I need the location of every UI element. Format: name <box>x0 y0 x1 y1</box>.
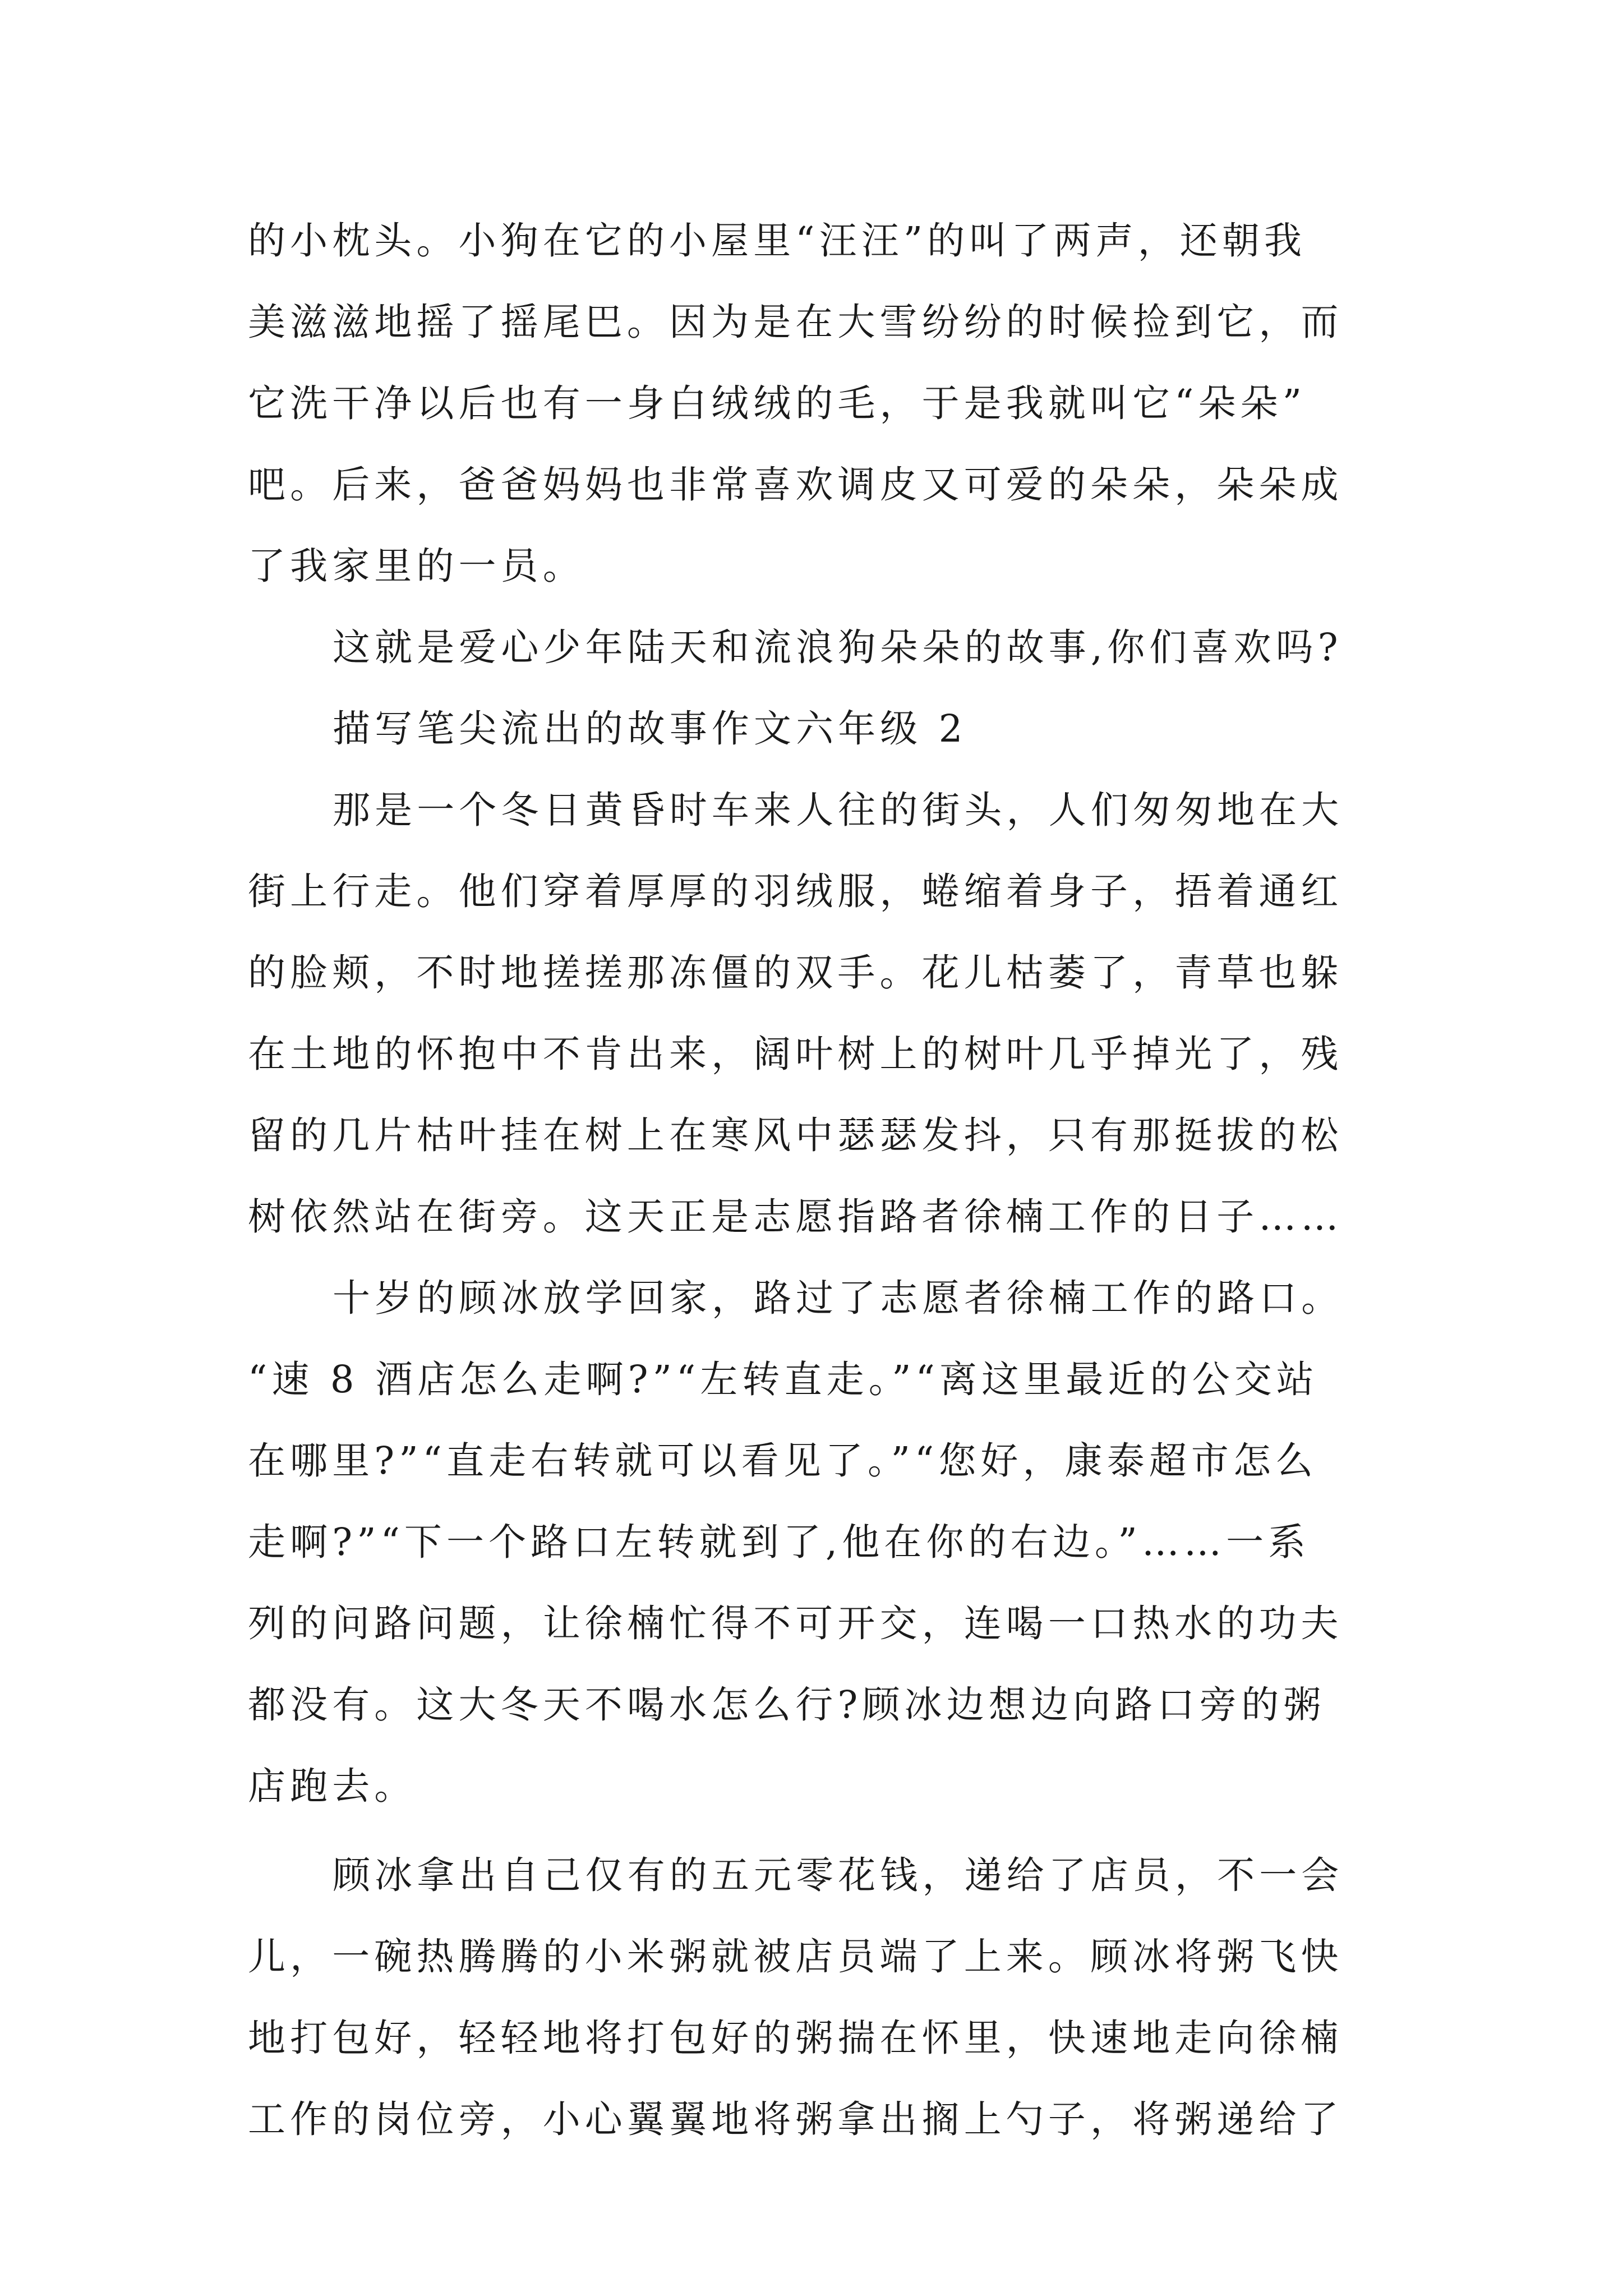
text-line: 的小枕头。小狗在它的小屋里“汪汪”的叫了两声，还朝我 <box>248 219 1307 263</box>
text-line: 走啊?”“下一个路口左转就到了,他在你的右边。”……一系 <box>248 1520 1311 1564</box>
text-line: 都没有。这大冬天不喝水怎么行?顾冰边想边向路口旁的粥 <box>248 1683 1326 1727</box>
text-line: 十岁的顾冰放学回家，路过了志愿者徐楠工作的路口。 <box>333 1276 1344 1320</box>
text-line: 工作的岗位旁，小心翼翼地将粥拿出搁上勺子，将粥递给了 <box>248 2097 1343 2141</box>
paragraph-4 <box>248 1258 1375 1827</box>
text-line: 它洗干净以后也有一身白绒绒的毛，于是我就叫它“朵朵” <box>248 381 1307 425</box>
text-line: 店跑去。 <box>248 1764 417 1808</box>
paragraph-2 <box>248 607 1375 688</box>
paragraph-1 <box>248 200 1375 607</box>
article-body <box>248 200 1375 2160</box>
text-line: “速 8 酒店怎么走啊?”“左转直走。”“离这里最近的公交站 <box>248 1358 1318 1401</box>
section-title: 描写笔尖流出的故事作文六年级 2 <box>333 707 967 751</box>
text-line: 美滋滋地摇了摇尾巴。因为是在大雪纷纷的时候捡到它，而 <box>248 300 1343 344</box>
text-line: 在土地的怀抱中不肯出来，阔叶树上的树叶几乎掉光了，残 <box>248 1032 1343 1076</box>
text-line: 吧。后来，爸爸妈妈也非常喜欢调皮又可爱的朵朵，朵朵成 <box>248 463 1343 507</box>
text-line: 留的几片枯叶挂在树上在寒风中瑟瑟发抖，只有那挺拔的松 <box>248 1114 1343 1157</box>
text-line: 树依然站在街旁。这天正是志愿指路者徐楠工作的日子…… <box>248 1195 1343 1239</box>
text-line: 了我家里的一员。 <box>248 544 585 588</box>
text-line: 在哪里?”“直走右转就可以看见了。”“您好，康泰超市怎么 <box>248 1439 1318 1483</box>
text-line: 那是一个冬日黄昏时车来人往的街头，人们匆匆地在大 <box>333 788 1344 832</box>
text-line: 顾冰拿出自己仅有的五元零花钱，递给了店员，不一会 <box>333 1853 1344 1897</box>
paragraph-5 <box>248 1835 1375 2160</box>
text-line: 儿，一碗热腾腾的小米粥就被店员端了上来。顾冰将粥飞快 <box>248 1935 1343 1978</box>
text-line: 这就是爱心少年陆天和流浪狗朵朵的故事,你们喜欢吗? <box>333 625 1343 669</box>
text-line: 街上行走。他们穿着厚厚的羽绒服，蜷缩着身子，捂着通红 <box>248 869 1343 913</box>
section-heading <box>248 688 1375 770</box>
text-line: 列的问路问题，让徐楠忙得不可开交，连喝一口热水的功夫 <box>248 1602 1343 1645</box>
text-line: 地打包好，轻轻地将打包好的粥揣在怀里，快速地走向徐楠 <box>248 2016 1343 2060</box>
text-line: 的脸颊，不时地搓搓那冻僵的双手。花儿枯萎了，青草也躲 <box>248 951 1343 995</box>
paragraph-3 <box>248 770 1375 1258</box>
